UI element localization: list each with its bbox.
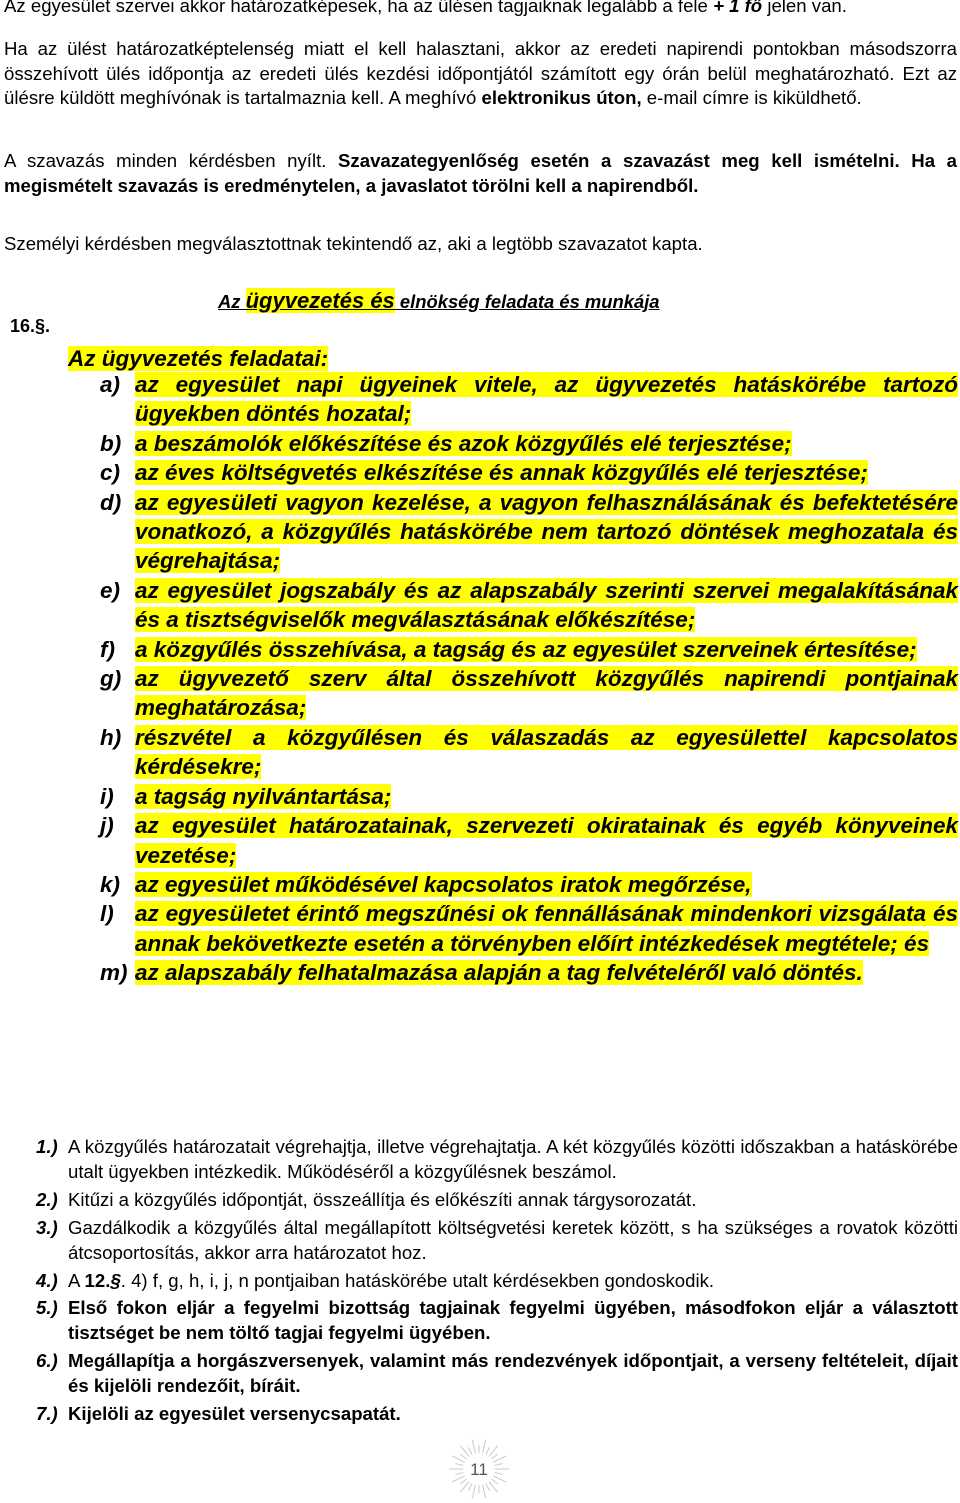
starburst-ray [492, 1454, 498, 1459]
starburst-ray [486, 1483, 489, 1490]
duty-text [135, 458, 958, 487]
duty-text [135, 635, 958, 664]
paragraph-text: jelen van. [762, 0, 847, 16]
duty-letter: e) [100, 577, 121, 603]
item-text [68, 1269, 958, 1294]
item-text: A közgyűlés határozatait végrehajtja, illetve végrehajtatja. A két közgyűlés közötti időszakban a hatáskörébe utalt ügyekben intézkedik. Működéséről a közgyűlésnek beszámol. [68, 1136, 958, 1182]
item-text: Kijelöli az egyesület versenycsapatát. [68, 1403, 401, 1425]
duty-letter: l) [100, 901, 114, 927]
duty-text [135, 664, 958, 723]
paragraph-voting [4, 149, 957, 198]
duties-heading [68, 344, 328, 373]
duty-text [135, 811, 958, 870]
duty-item [100, 664, 958, 723]
duty-text-highlight: a tagság nyilvántartása; [135, 783, 392, 809]
duty-item [100, 723, 958, 782]
duty-text-highlight: az egyesület határozatainak, szervezeti okiratainak és egyéb könyveinek vezetése; [135, 813, 958, 868]
page-number: 11 [470, 1460, 488, 1479]
item-number: 1.) [36, 1136, 58, 1157]
duty-item [100, 429, 958, 458]
paragraph-text: A szavazás minden kérdésben nyílt. [4, 150, 339, 171]
duty-letter: a) [100, 372, 121, 397]
duty-item [100, 458, 958, 487]
numbered-item [36, 1402, 958, 1427]
duty-text [135, 429, 958, 458]
duty-letter: g) [100, 666, 122, 692]
numbered-item [36, 1296, 958, 1346]
starburst-ray [483, 1440, 486, 1454]
duty-text [135, 370, 958, 429]
duty-letter: f) [100, 636, 115, 662]
item-text: Első fokon eljár a fegyelmi bizottság tagjainak fegyelmi ügyében, másodfokon eljár a választott tisztséget be nem töltő tagjai fegyelmi ügyében. [68, 1297, 958, 1344]
duty-text-highlight: az alapszabály felhatalmazása alapján a tag felvételéről való döntés. [135, 960, 863, 986]
starburst-ray [452, 1456, 465, 1462]
section-title [218, 288, 660, 314]
title-part: elnökség feladata és munkája [394, 291, 660, 312]
section-number: 16.§. [10, 316, 51, 336]
numbered-item [36, 1349, 958, 1399]
duty-text-highlight: részvétel a közgyűlésen és válaszadás az egyesülettel kapcsolatos kérdésekre; [135, 724, 958, 780]
paragraph-text: e-mail címre is kiküldhető. [641, 87, 862, 108]
starburst-ray [452, 1476, 465, 1482]
duty-letter: h) [100, 724, 122, 750]
starburst-ray [492, 1479, 498, 1484]
starburst-ray [495, 1464, 503, 1466]
starburst-ray [469, 1447, 472, 1454]
paragraph-personal: Személyi kérdésben megválasztottnak tekintendő az, aki a legtöbb szavazatot kapta. [4, 233, 703, 254]
duties-heading-text: Az ügyvezetés feladatai: [68, 346, 329, 371]
duty-text [135, 958, 958, 987]
item-text: Kitűzi a közgyűlés időpontját, összeállítja és előkészíti annak tárgysorozatát. [68, 1188, 697, 1210]
duty-letter: d) [100, 489, 122, 515]
starburst-ray [469, 1483, 472, 1490]
duty-text-highlight: az ügyvezető szerv által összehívott közgyűlés napirendi pontjainak meghatározása; [135, 666, 958, 721]
duty-letter: k) [100, 871, 121, 897]
duty-letter: c) [100, 460, 121, 486]
title-highlight: ügyvezetés és [245, 288, 395, 313]
starburst-ray [460, 1454, 466, 1459]
starburst-ray [460, 1479, 466, 1484]
starburst-ray [472, 1485, 475, 1498]
numbered-item [36, 1269, 958, 1294]
starburst-ray [493, 1476, 506, 1482]
item-number: 4.) [36, 1269, 58, 1291]
duty-letter: b) [100, 430, 122, 456]
starburst-ray [472, 1440, 475, 1454]
numbered-item [36, 1216, 958, 1266]
paragraph-text: Ha az ülést határozatképtelenség miatt el kell halasztani, akkor az eredeti napirendi pontokban másodszorra összehívott ülés időpontja az eredeti ülés kezdési időpontjától számított egy órán belül meghatározható. Ezt az ülésre küldött meghívónak is tartalmaznia kell. A meghívó [4, 38, 957, 108]
voting-emphasis: Szavazategyenlőség esetén a szavazást meg kell ismételni. Ha a megismételt szavazás is eredménytelen, a javaslatot törölni kell a napirendből. [4, 150, 957, 196]
paragraph-postponement [4, 37, 957, 111]
duty-item [100, 782, 958, 811]
item-text-part: A [68, 1269, 85, 1291]
electronic-emphasis: elektronikus úton, [481, 87, 642, 108]
starburst-ray [495, 1473, 503, 1475]
item-text-part: 12. [84, 1269, 111, 1291]
duty-letter: m) [100, 960, 128, 986]
duty-text-highlight: az egyesület napi ügyeinek vitele, az ügyvezetés hatáskörébe tartozó ügyekben döntés hozatal; [135, 372, 958, 427]
item-number: 5.) [36, 1297, 58, 1319]
item-number: 3.) [36, 1216, 58, 1238]
duty-item [100, 635, 958, 664]
duty-letter: i) [100, 783, 114, 809]
paragraph-text: Az egyesület szervei akkor határozatképesek, ha az ülésen tagjaiknak legalább a fele [4, 0, 714, 16]
duty-text-highlight: a közgyűlés összehívása, a tagság és az egyesület szerveinek értesítése; [135, 636, 917, 662]
title-part: Az [218, 291, 246, 312]
duty-item [100, 958, 958, 987]
quorum-emphasis: + 1 fő [713, 0, 763, 16]
numbered-item [36, 1188, 958, 1213]
item-number: 2.) [36, 1188, 58, 1210]
duty-text [135, 576, 958, 635]
duty-text [135, 488, 958, 576]
numbered-item [36, 1135, 958, 1185]
duty-text-highlight: az egyesületet érintő megszűnési ok fennállásának mindenkori vizsgálata és annak bekövetkezte esetén a törvényben előírt intézkedések megtétele; és [135, 901, 958, 956]
duty-item [100, 811, 958, 870]
starburst-ray [456, 1473, 464, 1475]
duty-text [135, 899, 958, 958]
duty-text-highlight: a beszámolók előkészítése és azok közgyűlés elé terjesztése; [135, 430, 792, 456]
duty-text [135, 723, 958, 782]
duty-item [100, 870, 958, 899]
starburst-ray [456, 1464, 464, 1466]
duty-item [100, 370, 958, 429]
duty-text-highlight: az egyesületi vagyon kezelése, a vagyon felhasználásának és befektetésére vonatkozó, a közgyűlés hatáskörébe nem tartozó döntések meghozatala és végrehajtása; [135, 489, 958, 574]
item-number: 6.) [36, 1350, 58, 1372]
duty-text-highlight: az éves költségvetés elkészítése és annak közgyűlés elé terjesztése; [135, 460, 868, 486]
starburst-ray [486, 1447, 489, 1454]
duty-item [100, 488, 958, 576]
item-text-part: . 4) f, g, h, i, j, n pontjaiban hatáskörébe utalt kérdésekben gondoskodik. [120, 1269, 715, 1291]
item-text: Gazdálkodik a közgyűlés által megállapított költségvetési keretek között, s ha szükséges a rovatok közötti átcsoportosítás, akkor arra határozatot hoz. [68, 1216, 958, 1263]
item-number: 7.) [36, 1403, 58, 1425]
duty-item [100, 899, 958, 958]
duty-text [135, 782, 958, 811]
starburst-ray [493, 1456, 506, 1462]
item-text-part: § [110, 1269, 121, 1291]
starburst-icon [432, 1432, 522, 1498]
duty-item [100, 576, 958, 635]
item-text: Megállapítja a horgászversenyek, valamint más rendezvények időpontjait, a verseny feltételeit, díjait és kijelöli rendezőit, bíráit. [68, 1350, 958, 1397]
duty-text [135, 870, 958, 899]
paragraph-quorum [4, 0, 957, 19]
duties-list [100, 370, 958, 988]
duty-text-highlight: az egyesület jogszabály és az alapszabály szerinti szervei megalakításának és a tisztségviselők megválasztásának előkészítése; [135, 577, 958, 633]
numbered-list [36, 1135, 958, 1430]
duty-letter: j) [100, 813, 114, 839]
duty-text-highlight: az egyesület működésével kapcsolatos iratok megőrzése, [135, 871, 752, 897]
starburst-ray [483, 1485, 486, 1498]
page-number-ornament [432, 1432, 522, 1498]
